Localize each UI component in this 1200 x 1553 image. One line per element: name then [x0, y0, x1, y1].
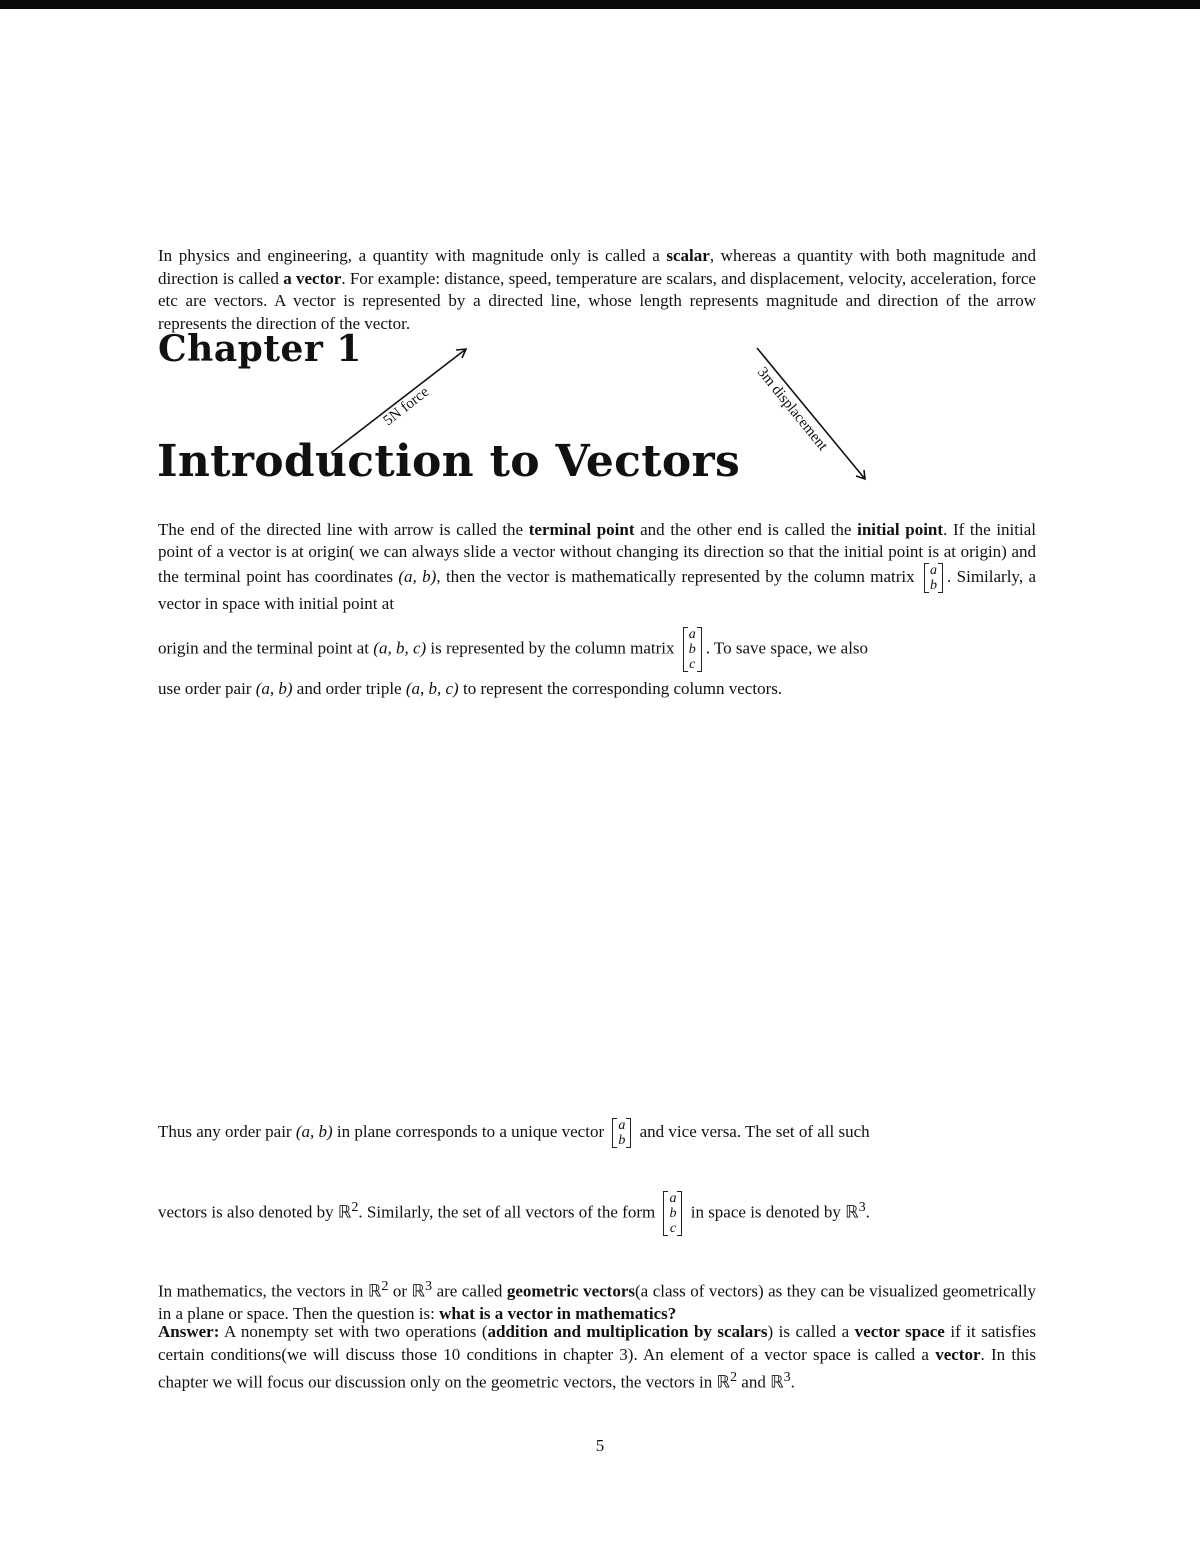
paragraph-intro: [158, 245, 1036, 335]
text: .: [790, 1372, 795, 1392]
superscript: 2: [381, 1278, 389, 1294]
column-matrix-3d: [683, 627, 702, 672]
page-number: 5: [595, 1436, 605, 1455]
matrix-entry: c: [669, 1221, 677, 1236]
term-terminal-point: terminal point: [528, 520, 635, 539]
displacement-vector-label: 3m displacement: [753, 364, 831, 454]
text: and vice versa. The set of all such: [639, 1121, 870, 1141]
matrix-entry: a: [930, 563, 938, 578]
chapter-heading: Chapter 1: [158, 328, 362, 370]
term-vector-space: vector space: [854, 1322, 945, 1341]
paragraph-terminal-point: [158, 519, 1036, 700]
text: to represent the corresponding column vectors.: [458, 679, 783, 698]
scan-top-edge: [0, 0, 1200, 9]
text: Thus any order pair: [158, 1121, 296, 1141]
math-triple: (a, b, c): [373, 638, 427, 658]
vector-figure: [0, 330, 1200, 490]
chapter-title: Introduction to Vectors: [157, 436, 741, 487]
text: vectors is also denoted by ℝ: [158, 1202, 352, 1222]
text: . Similarly, the set of all vectors of the form: [358, 1202, 656, 1222]
text: if it satisfies certain conditions(we will discuss those 10 conditions in chapter 3). An element of a vector space is called a: [158, 1322, 1036, 1364]
paragraph-r2-r3: [158, 1191, 1036, 1236]
column-matrix-2d: [612, 1118, 631, 1148]
paragraph-geometric-vectors: [158, 1275, 1036, 1326]
matrix-entry: b: [930, 578, 938, 593]
superscript: 3: [425, 1278, 433, 1294]
text: in space is denoted by ℝ: [690, 1202, 859, 1222]
text: and ℝ: [737, 1372, 784, 1392]
paragraph-order-pair: [158, 1118, 1036, 1148]
math-triple: (a, b, c): [405, 679, 459, 698]
answer-label: Answer:: [158, 1322, 220, 1341]
text: ) is called a: [767, 1322, 855, 1341]
matrix-entry: a: [688, 627, 696, 642]
math-pair: (a, b): [398, 566, 437, 586]
displacement-vector: [754, 348, 865, 479]
text: . Similarly, a vector in space with initial point at: [158, 566, 1037, 613]
text: . For example: distance, speed, temperature are scalars, and displacement, velocity, acceleration, force etc are vectors. A vector is represented by a directed line, whose length represents magnitude and direction of the arrow represents the direction of the vector.: [158, 268, 1036, 333]
superscript: 2: [351, 1198, 359, 1215]
math-pair: (a, b): [295, 1121, 333, 1141]
matrix-entry: a: [618, 1118, 626, 1133]
column-matrix-2d: [924, 563, 943, 593]
text: , then the vector is mathematically represented by the column matrix: [436, 566, 915, 586]
column-matrix-3d: [663, 1191, 682, 1236]
displacement-vector-line: [757, 348, 865, 479]
text: or ℝ: [388, 1281, 425, 1301]
matrix-entry: b: [618, 1133, 626, 1148]
text: are called: [432, 1281, 507, 1301]
force-vector-line: [331, 349, 466, 453]
text: . To save space, we also: [705, 638, 869, 658]
matrix-entry: b: [669, 1206, 677, 1221]
text: in plane corresponds to a unique vector: [332, 1121, 605, 1141]
superscript: 3: [783, 1369, 791, 1385]
question: what is a vector in mathematics?: [439, 1304, 677, 1324]
text: and order triple: [292, 679, 406, 698]
text: The end of the directed line with arrow is called the: [158, 520, 529, 539]
force-vector: [331, 349, 466, 453]
text: . If the initial point of a vector is at origin( we can always slide a vector without changing its direction so that the initial point is at origin) and the terminal point has coordinates: [158, 520, 1036, 586]
term-initial-point: initial point: [857, 520, 944, 539]
text: In mathematics, the vectors in ℝ: [158, 1281, 382, 1301]
superscript: 2: [729, 1369, 738, 1385]
text: , whereas a quantity with both magnitude and direction is called: [158, 246, 1037, 288]
text: origin and the terminal point at: [158, 638, 374, 658]
text: . In this chapter we will focus our discussion only on the geometric vectors, the vectors in ℝ: [158, 1344, 1036, 1392]
paragraph-answer: [158, 1321, 1036, 1394]
math-pair: (a, b): [255, 679, 293, 698]
text: use order pair: [158, 679, 256, 698]
text: .: [865, 1202, 870, 1222]
text: A nonempty set with two operations (: [219, 1322, 488, 1341]
matrix-entry: b: [688, 642, 696, 657]
term-vector: vector: [935, 1344, 981, 1364]
text: and the other end is called the: [634, 520, 858, 539]
text: In physics and engineering, a quantity with magnitude only is called a: [158, 246, 667, 265]
term-vector: a vector: [283, 268, 342, 288]
force-vector-label: 5N force: [380, 383, 433, 430]
superscript: 3: [858, 1198, 866, 1215]
text: is represented by the column matrix: [426, 638, 675, 658]
matrix-entry: a: [669, 1191, 677, 1206]
term-scalar: scalar: [666, 246, 710, 265]
term-operations: addition and multiplication by scalars: [487, 1322, 768, 1341]
text: (a class of vectors) as they can be visualized geometrically in a plane or space. Then the question is:: [158, 1281, 1037, 1324]
matrix-entry: c: [689, 657, 696, 672]
term-geometric-vectors: geometric vectors: [506, 1281, 636, 1301]
